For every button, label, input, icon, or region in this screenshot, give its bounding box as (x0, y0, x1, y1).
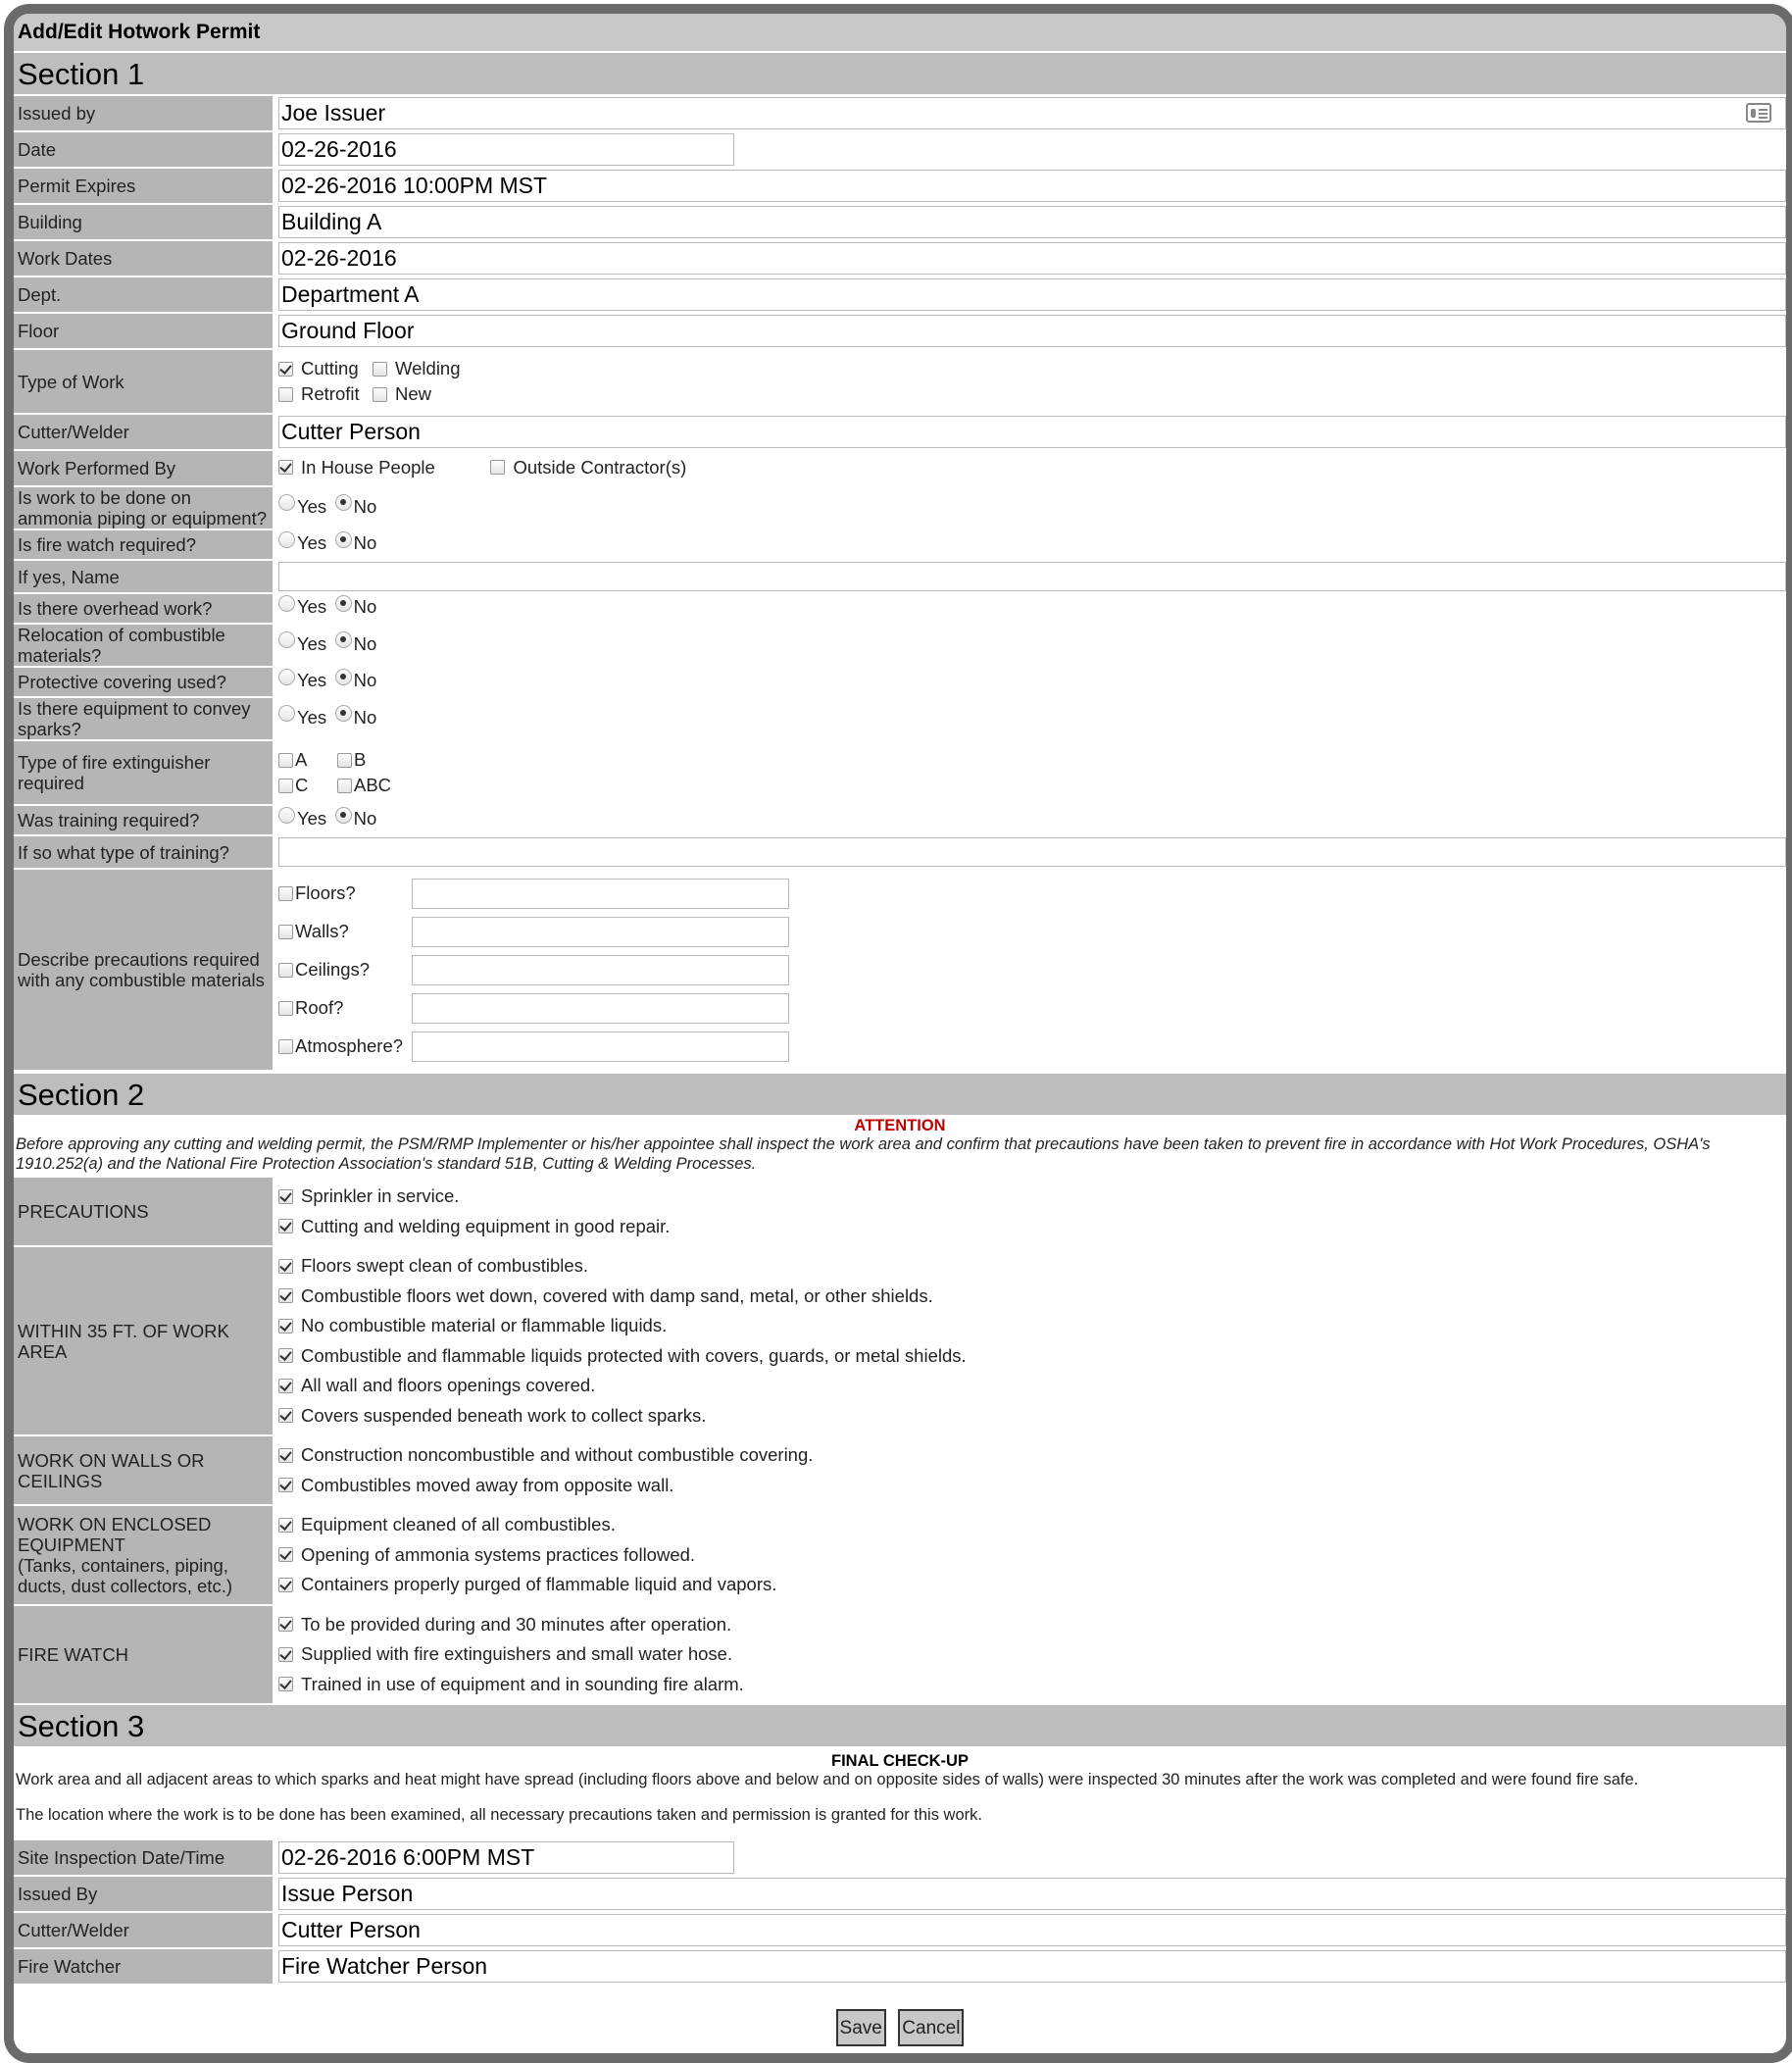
type-cutting-checkbox[interactable] (278, 362, 293, 377)
check-item[interactable]: Supplied with fire extinguishers and small water hose. (278, 1639, 1786, 1670)
training-no[interactable]: No (335, 808, 377, 830)
type-welding-option[interactable]: Welding (373, 358, 471, 379)
section-2-form (14, 1176, 1786, 1705)
training-type-input[interactable] (278, 837, 1786, 867)
building-label: Building (14, 205, 276, 239)
check-item[interactable]: Containers properly purged of flammable liquid and vapors. (278, 1570, 1786, 1600)
type-cutting-option[interactable]: Cutting (278, 358, 373, 379)
check-item-checkbox[interactable] (278, 1578, 293, 1592)
precaution-walls-input[interactable] (412, 917, 789, 947)
floor-label: Floor (14, 314, 276, 348)
issued-by-label: Issued by (14, 96, 276, 130)
fire-watcher-label: Fire Watcher (14, 1949, 276, 1984)
save-button[interactable]: Save (836, 2009, 886, 2046)
convey-sparks-no[interactable]: No (335, 707, 377, 729)
dept-label: Dept. (14, 277, 276, 312)
overhead-yes[interactable]: Yes (278, 596, 326, 618)
relocation-yes[interactable]: Yes (278, 633, 326, 655)
cancel-button[interactable]: Cancel (898, 2009, 964, 2046)
ext-c-option[interactable]: C (278, 775, 337, 796)
walls-ceilings-group-label: WORK ON WALLS OR CEILINGS (14, 1436, 276, 1504)
check-item-checkbox[interactable] (278, 1448, 293, 1463)
ammonia-no[interactable]: No (335, 496, 377, 518)
if-yes-name-input[interactable] (278, 562, 1786, 591)
type-of-work-options (278, 354, 1786, 409)
issued-by-3-input[interactable]: Issue Person (278, 1878, 1786, 1910)
check-item[interactable]: Construction noncombustible and without combustible covering. (278, 1440, 1786, 1471)
training-yes[interactable]: Yes (278, 808, 326, 830)
ext-abc-option[interactable]: ABC (337, 775, 435, 796)
work-performed-by-label: Work Performed By (14, 451, 276, 485)
protective-yes[interactable]: Yes (278, 670, 326, 691)
precaution-atmosphere-checkbox[interactable] (278, 1039, 293, 1054)
check-item-checkbox[interactable] (278, 1379, 293, 1393)
button-bar (14, 2009, 1786, 2046)
precaution-ceilings-row: Ceilings? (278, 951, 1786, 989)
precaution-atmosphere-row: Atmosphere? (278, 1028, 1786, 1066)
check-item[interactable]: Combustible and flammable liquids protected with covers, guards, or metal shields. (278, 1341, 1786, 1372)
enclosed-equipment-group-label: WORK ON ENCLOSED EQUIPMENT (Tanks, containers, piping, ducts, dust collectors, etc.) (14, 1506, 276, 1604)
outside-contractor-option[interactable]: Outside Contractor(s) (490, 457, 686, 478)
fire-watcher-input[interactable]: Fire Watcher Person (278, 1950, 1786, 1983)
check-item[interactable]: No combustible material or flammable liquids. (278, 1311, 1786, 1341)
check-item[interactable]: Trained in use of equipment and in sounding fire alarm. (278, 1670, 1786, 1700)
check-item[interactable]: Floors swept clean of combustibles. (278, 1251, 1786, 1282)
if-yes-name-label: If yes, Name (14, 561, 276, 592)
check-item-checkbox[interactable] (278, 1647, 293, 1662)
extinguisher-label: Type of fire extinguisher required (14, 741, 276, 804)
check-item-checkbox[interactable] (278, 1518, 293, 1533)
protective-yes-radio[interactable] (278, 669, 295, 685)
ammonia-yes[interactable]: Yes (278, 496, 326, 518)
check-item-checkbox[interactable] (278, 1219, 293, 1233)
fire-watch-no-radio[interactable] (335, 531, 352, 548)
precaution-floors-row: Floors? (278, 875, 1786, 913)
check-item[interactable]: Combustibles moved away from opposite wall. (278, 1471, 1786, 1501)
precaution-roof-row: Roof? (278, 989, 1786, 1028)
cutter-welder-3-input[interactable]: Cutter Person (278, 1914, 1786, 1946)
ext-c-checkbox[interactable] (278, 779, 293, 793)
ext-a-checkbox[interactable] (278, 753, 293, 768)
permit-window (4, 4, 1792, 2063)
ammonia-no-radio[interactable] (335, 494, 352, 511)
site-inspection-input[interactable]: 02-26-2016 6:00PM MST (278, 1841, 734, 1874)
overhead-no[interactable]: No (335, 596, 377, 618)
window-title: Add/Edit Hotwork Permit (14, 14, 1786, 53)
check-item-checkbox[interactable] (278, 1259, 293, 1274)
type-new-checkbox[interactable] (373, 387, 387, 402)
overhead-no-radio[interactable] (335, 595, 352, 612)
check-item[interactable]: Combustible floors wet down, covered with damp sand, metal, or other shields. (278, 1282, 1786, 1312)
section-3-header: Section 3 (14, 1705, 1786, 1746)
attention-text: Before approving any cutting and welding permit, the PSM/RMP Implementer or his/her appointee shall inspect the work area and confirm that precautions have been taken to prevent fire in accordance with Hot Work Procedures, OSHA's 1910.252(a) and the National Fire Protection Association's standard 51B, Cutting & Welding Processes. (16, 1135, 1711, 1173)
convey-sparks-yes[interactable]: Yes (278, 707, 326, 729)
ext-b-checkbox[interactable] (337, 753, 352, 768)
relocation-yes-radio[interactable] (278, 631, 295, 648)
training-type-label: If so what type of training? (14, 836, 276, 868)
type-welding-checkbox[interactable] (373, 362, 387, 377)
ext-b-option[interactable]: B (337, 749, 435, 771)
precautions-list (278, 875, 1786, 1066)
fire-watch-yes-radio[interactable] (278, 531, 295, 548)
precaution-roof-checkbox[interactable] (278, 1001, 293, 1016)
check-item-checkbox[interactable] (278, 1348, 293, 1363)
fire-watch-yes[interactable]: Yes (278, 532, 326, 554)
date-label: Date (14, 132, 276, 167)
fire-watch-label: Is fire watch required? (14, 530, 276, 559)
training-yes-radio[interactable] (278, 807, 295, 824)
relocation-label: Relocation of combustible materials? (14, 625, 276, 666)
cutter-welder-3-label: Cutter/Welder (14, 1913, 276, 1947)
check-item[interactable]: Opening of ammonia systems practices followed. (278, 1540, 1786, 1571)
overhead-label: Is there overhead work? (14, 594, 276, 623)
check-item-checkbox[interactable] (278, 1677, 293, 1691)
section-3-form (14, 1838, 1786, 1986)
check-item-checkbox[interactable] (278, 1617, 293, 1632)
protective-no[interactable]: No (335, 670, 377, 691)
convey-sparks-no-radio[interactable] (335, 705, 352, 722)
type-new-option[interactable]: New (373, 383, 471, 405)
fire-watch-group-label: FIRE WATCH (14, 1606, 276, 1704)
floor-input[interactable]: Ground Floor (278, 315, 1786, 347)
protective-label: Protective covering used? (14, 668, 276, 696)
cutter-welder-input[interactable]: Cutter Person (278, 416, 1786, 448)
outside-contractor-checkbox[interactable] (490, 460, 505, 475)
dept-input[interactable]: Department A (278, 278, 1786, 311)
ammonia-yes-radio[interactable] (278, 494, 295, 511)
issued-by-3-label: Issued By (14, 1877, 276, 1911)
relocation-no[interactable]: No (335, 633, 377, 655)
section-1-header: Section 1 (14, 53, 1786, 94)
convey-sparks-yes-radio[interactable] (278, 705, 295, 722)
in-house-option[interactable]: In House People (278, 457, 474, 478)
issued-by-value: Joe Issuer (281, 100, 386, 126)
permit-expires-label: Permit Expires (14, 169, 276, 203)
extinguisher-options (278, 745, 1786, 800)
convey-sparks-label: Is there equipment to convey sparks? (14, 698, 276, 739)
site-inspection-label: Site Inspection Date/Time (14, 1840, 276, 1875)
relocation-no-radio[interactable] (335, 631, 352, 648)
precaution-walls-checkbox[interactable] (278, 925, 293, 939)
check-item-checkbox[interactable] (278, 1408, 293, 1423)
check-item-checkbox[interactable] (278, 1189, 293, 1204)
type-of-work-label: Type of Work (14, 350, 276, 413)
check-item-checkbox[interactable] (278, 1547, 293, 1562)
precaution-floors-input[interactable] (412, 879, 789, 909)
permission-text: The location where the work is to be done has been examined, all necessary precautions taken and permission is granted for this work. (16, 1806, 982, 1824)
ext-a-option[interactable]: A (278, 749, 337, 771)
contact-card-icon[interactable] (1746, 103, 1771, 123)
precautions-group-label: PRECAUTIONS (14, 1178, 276, 1245)
check-item[interactable]: Covers suspended beneath work to collect sparks. (278, 1401, 1786, 1432)
overhead-yes-radio[interactable] (278, 595, 295, 612)
precaution-atmosphere-input[interactable] (412, 1032, 789, 1062)
training-label: Was training required? (14, 806, 276, 834)
type-retrofit-checkbox[interactable] (278, 387, 293, 402)
attention-title: ATTENTION (854, 1117, 946, 1134)
final-checkup-title: FINAL CHECK-UP (831, 1752, 969, 1770)
check-item-checkbox[interactable] (278, 1288, 293, 1303)
final-checkup-text: Work area and all adjacent areas to which sparks and heat might have spread (including floors above and below and on opposite sides of walls) were inspected 30 minutes after the work was completed and were found fire safe. (16, 1771, 1639, 1788)
precaution-ceilings-checkbox[interactable] (278, 963, 293, 978)
section-2-header: Section 2 (14, 1074, 1786, 1115)
check-item[interactable]: All wall and floors openings covered. (278, 1371, 1786, 1401)
permit-expires-input[interactable]: 02-26-2016 10:00PM MST (278, 170, 1786, 202)
check-item-checkbox[interactable] (278, 1319, 293, 1333)
fire-watch-no[interactable]: No (335, 532, 377, 554)
check-item[interactable]: Cutting and welding equipment in good repair. (278, 1212, 1786, 1242)
cutter-welder-label: Cutter/Welder (14, 415, 276, 449)
precaution-floors-checkbox[interactable] (278, 886, 293, 901)
check-item[interactable]: Equipment cleaned of all combustibles. (278, 1510, 1786, 1540)
work-dates-label: Work Dates (14, 241, 276, 276)
building-input[interactable]: Building A (278, 206, 1786, 238)
protective-no-radio[interactable] (335, 669, 352, 685)
precaution-ceilings-input[interactable] (412, 955, 789, 985)
section-1-form (14, 94, 1786, 1072)
precaution-walls-row: Walls? (278, 913, 1786, 951)
within-35ft-group-label: WITHIN 35 FT. OF WORK AREA (14, 1247, 276, 1434)
precaution-roof-input[interactable] (412, 993, 789, 1024)
check-item[interactable]: Sprinkler in service. (278, 1182, 1786, 1212)
type-retrofit-option[interactable]: Retrofit (278, 383, 373, 405)
check-item[interactable]: To be provided during and 30 minutes after operation. (278, 1610, 1786, 1640)
work-dates-input[interactable]: 02-26-2016 (278, 242, 1786, 275)
in-house-checkbox[interactable] (278, 460, 293, 475)
ext-abc-checkbox[interactable] (337, 779, 352, 793)
precautions-describe-label: Describe precautions required with any combustible materials (14, 870, 276, 1070)
check-item-checkbox[interactable] (278, 1478, 293, 1492)
issued-by-input[interactable] (278, 97, 1786, 129)
date-input[interactable]: 02-26-2016 (278, 133, 734, 166)
ammonia-label: Is work to be done on ammonia piping or equipment? (14, 487, 276, 528)
training-no-radio[interactable] (335, 807, 352, 824)
